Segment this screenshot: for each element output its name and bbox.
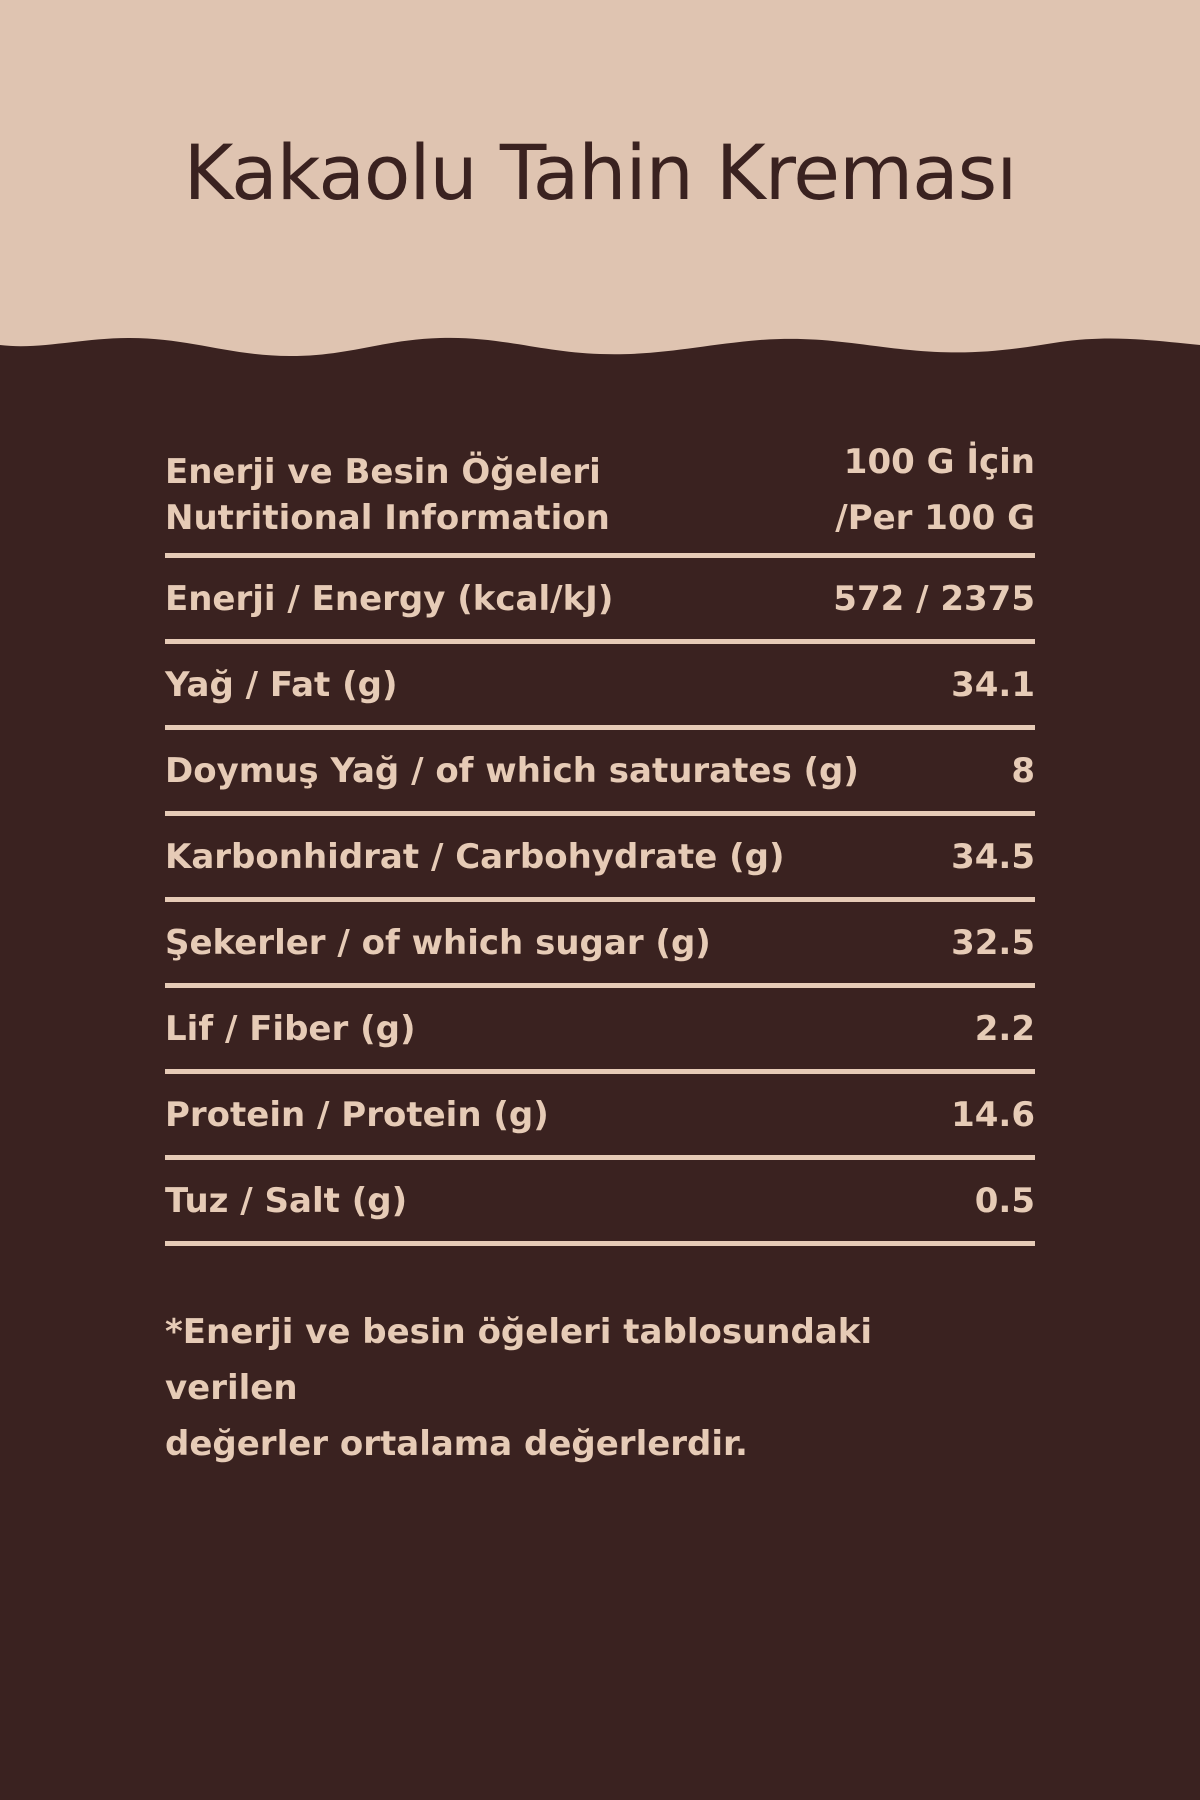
row-value: 572 / 2375 [833,578,1035,619]
table-row-fiber [165,988,1035,1074]
row-value: 2.2 [974,1008,1035,1049]
row-label: Protein / Protein (g) [165,1094,549,1135]
row-value: 34.5 [951,836,1035,877]
table-row-protein [165,1074,1035,1160]
header-unit-tr: 100 G İçin [843,442,1035,482]
header-unit-en: /Per 100 G [835,498,1035,538]
header-banner [0,0,1200,360]
row-value: 14.6 [951,1094,1035,1135]
table-row-carbohydrate [165,816,1035,902]
row-label: Yağ / Fat (g) [165,664,398,705]
nutrition-table [165,440,1035,1472]
row-value: 32.5 [951,922,1035,963]
footnote-line-2: değerler ortalama değerlerdir. [165,1424,748,1464]
table-row-fat [165,644,1035,730]
table-row-energy [165,558,1035,644]
row-label: Lif / Fiber (g) [165,1008,416,1049]
table-header-label [165,449,610,541]
table-header [165,440,1035,558]
footnote-line-1: *Enerji ve besin öğeleri tablosundaki verilen [165,1312,873,1408]
row-value: 0.5 [974,1180,1035,1221]
row-label: Enerji / Energy (kcal/kJ) [165,578,614,619]
table-header-unit [835,439,1035,541]
row-label: Tuz / Salt (g) [165,1180,408,1221]
header-label-en: Nutritional Information [165,498,610,538]
row-label: Şekerler / of which sugar (g) [165,922,711,963]
row-label: Doymuş Yağ / of which saturates (g) [165,750,859,791]
row-label: Karbonhidrat / Carbohydrate (g) [165,836,785,877]
table-row-saturates [165,730,1035,816]
row-value: 8 [1011,750,1035,791]
table-row-salt [165,1160,1035,1246]
header-label-tr: Enerji ve Besin Öğeleri [165,452,601,492]
footnote [165,1304,985,1472]
row-value: 34.1 [951,664,1035,705]
page-title: Kakaolu Tahin Kreması [183,128,1017,217]
table-row-sugar [165,902,1035,988]
